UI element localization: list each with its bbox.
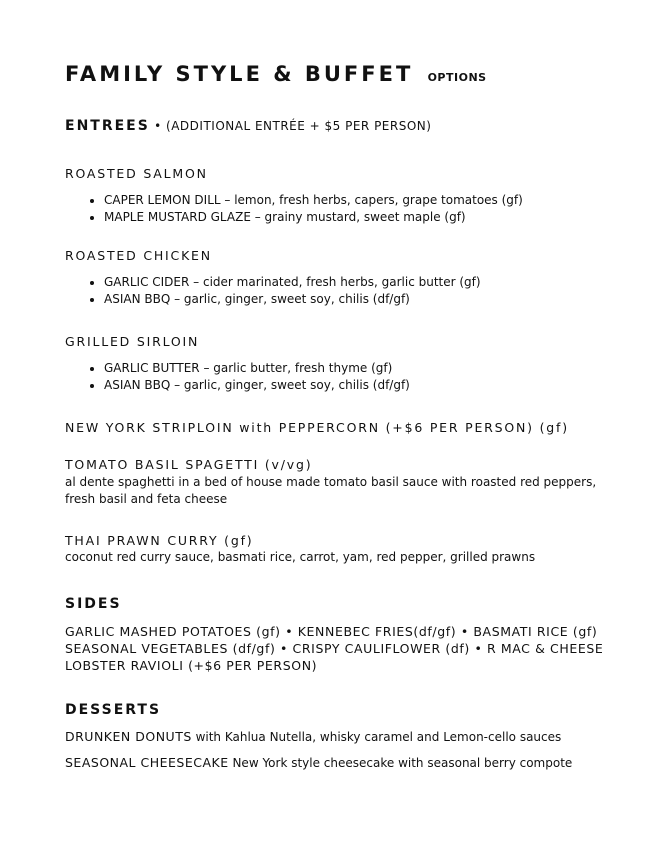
dish-roasted-chicken: ROASTED CHICKEN: [65, 248, 212, 263]
sides-heading: SIDES: [65, 596, 122, 612]
dish-roasted-salmon: ROASTED SALMON: [65, 166, 208, 181]
dessert-description: New York style cheesecake with seasonal berry compote: [228, 756, 573, 770]
dish-ny-striploin: NEW YORK STRIPLOIN with PEPPERCORN (+$6 PER PERSON) (gf): [65, 420, 569, 435]
entrees-heading-text: ENTREES: [65, 118, 150, 134]
salmon-options: [65, 192, 523, 226]
menu-title-suffix: OPTIONS: [427, 71, 487, 84]
desserts-heading: DESSERTS: [65, 702, 162, 718]
sides-line-1: GARLIC MASHED POTATOES (gf) • KENNEBEC FRIES(df/gf) • BASMATI RICE (gf): [65, 624, 598, 639]
entrees-note: • (ADDITIONAL ENTRÉE + $5 PER PERSON): [149, 119, 432, 133]
dessert-name: DRUNKEN DONUTS: [65, 729, 192, 744]
list-item: • GARLIC CIDER – cider marinated, fresh herbs, garlic butter (gf): [104, 274, 481, 291]
chicken-options: [65, 274, 481, 308]
list-item: • ASIAN BBQ – garlic, ginger, sweet soy, chilis (df/gf): [104, 291, 481, 308]
dish-tomato-basil-spagetti: TOMATO BASIL SPAGETTI (v/vg): [65, 457, 313, 472]
menu-title: [65, 62, 487, 86]
list-item: • GARLIC BUTTER – garlic butter, fresh thyme (gf): [104, 360, 410, 377]
menu-title-text: FAMILY STYLE & BUFFET: [65, 62, 414, 86]
spagetti-description: al dente spaghetti in a bed of house made tomato basil sauce with roasted red peppers, fresh basil and feta cheese: [65, 475, 597, 506]
dish-thai-prawn-curry: THAI PRAWN CURRY (gf): [65, 533, 254, 548]
dessert-item: [65, 755, 572, 770]
sides-line-3: LOBSTER RAVIOLI (+$6 PER PERSON): [65, 658, 318, 673]
list-item: • ASIAN BBQ – garlic, ginger, sweet soy, chilis (df/gf): [104, 377, 410, 394]
list-item: • MAPLE MUSTARD GLAZE – grainy mustard, sweet maple (gf): [104, 209, 523, 226]
sirloin-options: [65, 360, 410, 394]
dessert-description: with Kahlua Nutella, whisky caramel and Lemon-cello sauces: [191, 730, 562, 744]
curry-description: coconut red curry sauce, basmati rice, carrot, yam, red pepper, grilled prawns: [65, 550, 536, 564]
list-item: • CAPER LEMON DILL – lemon, fresh herbs, capers, grape tomatoes (gf): [104, 192, 523, 209]
sides-line-2: SEASONAL VEGETABLES (df/gf) • CRISPY CAULIFLOWER (df) • R MAC & CHEESE: [65, 641, 604, 656]
entrees-heading: [65, 118, 431, 134]
dessert-item: [65, 729, 561, 744]
dessert-name: SEASONAL CHEESECAKE: [65, 755, 229, 770]
dish-grilled-sirloin: GRILLED SIRLOIN: [65, 334, 200, 349]
